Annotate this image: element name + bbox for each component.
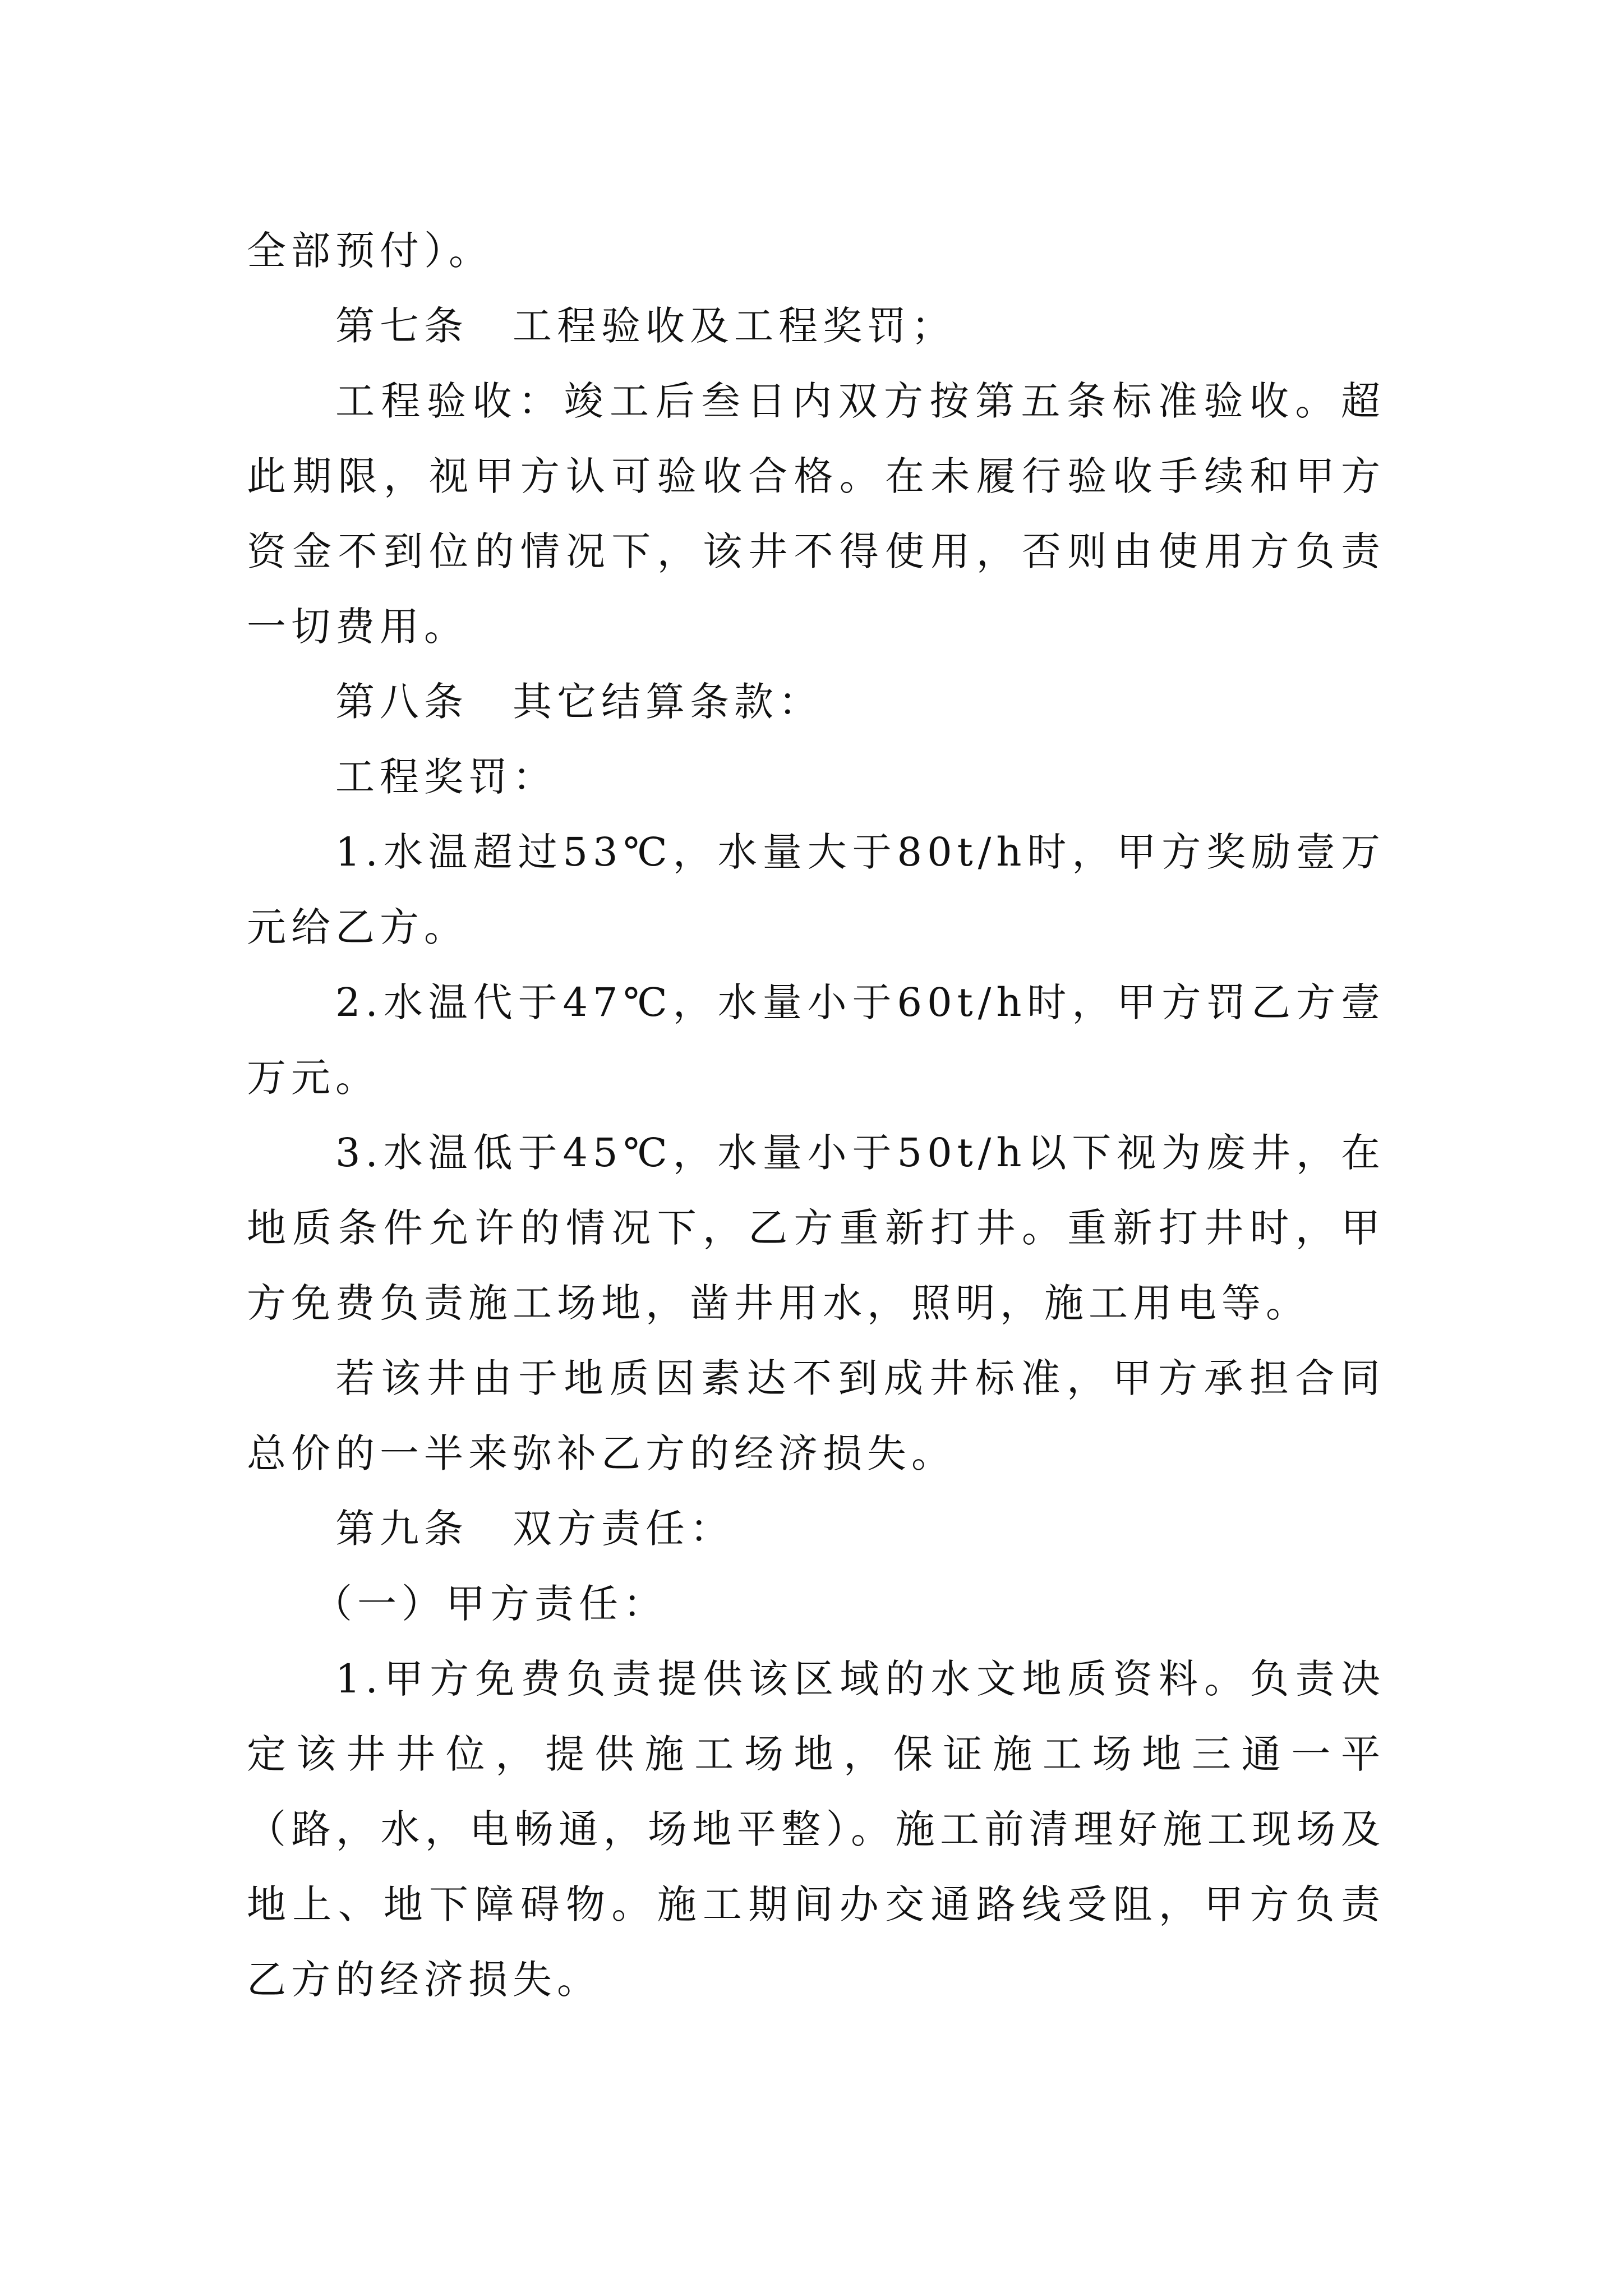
paragraph-geology-clause: 若该井由于地质因素达不到成井标准，甲方承担合同总价的一半来弥补乙方的经济损失。 <box>247 1355 1385 1476</box>
list-item-1: 1.水温超过53℃，水量大于80t/h时，甲方奖励壹万元给乙方。 <box>247 829 1385 950</box>
list-item-3: 3.水温低于45℃，水量小于50t/h以下视为废井，在地质条件允许的情况下，乙方重新打井。重新打井时，甲方免费负责施工场地，凿井用水，照明，施工用电等。 <box>247 1130 1385 1326</box>
paragraph-acceptance: 工程验收：竣工后叁日内双方按第五条标准验收。超此期限，视甲方认可验收合格。在未履行验收手续和甲方资金不到位的情况下，该井不得使用，否则由使用方负责一切费用。 <box>247 378 1385 650</box>
party-a-responsibility-heading: （一）甲方责任： <box>313 1581 667 1627</box>
paragraph-continuation: 全部预付）。 <box>247 228 493 274</box>
article-7-heading: 第七条 工程验收及工程奖罚； <box>335 303 956 349</box>
paragraph-rewards-penalties-label: 工程奖罚： <box>335 754 557 800</box>
article-8-heading: 第八条 其它结算条款： <box>335 679 823 725</box>
document-body <box>247 213 1385 2017</box>
article-9-heading: 第九条 双方责任： <box>335 1506 734 1552</box>
list-item-2: 2.水温代于47℃，水量小于60t/h时，甲方罚乙方壹万元。 <box>247 979 1385 1101</box>
party-a-item-1: 1.甲方免费负责提供该区域的水文地质资料。负责决定该井井位，提供施工场地，保证施工场地三通一平（路，水，电畅通，场地平整）。施工前清理好施工现场及地上、地下障碍物。施工期间办交通路线受阻，甲方负责乙方的经济损失。 <box>247 1656 1385 2003</box>
